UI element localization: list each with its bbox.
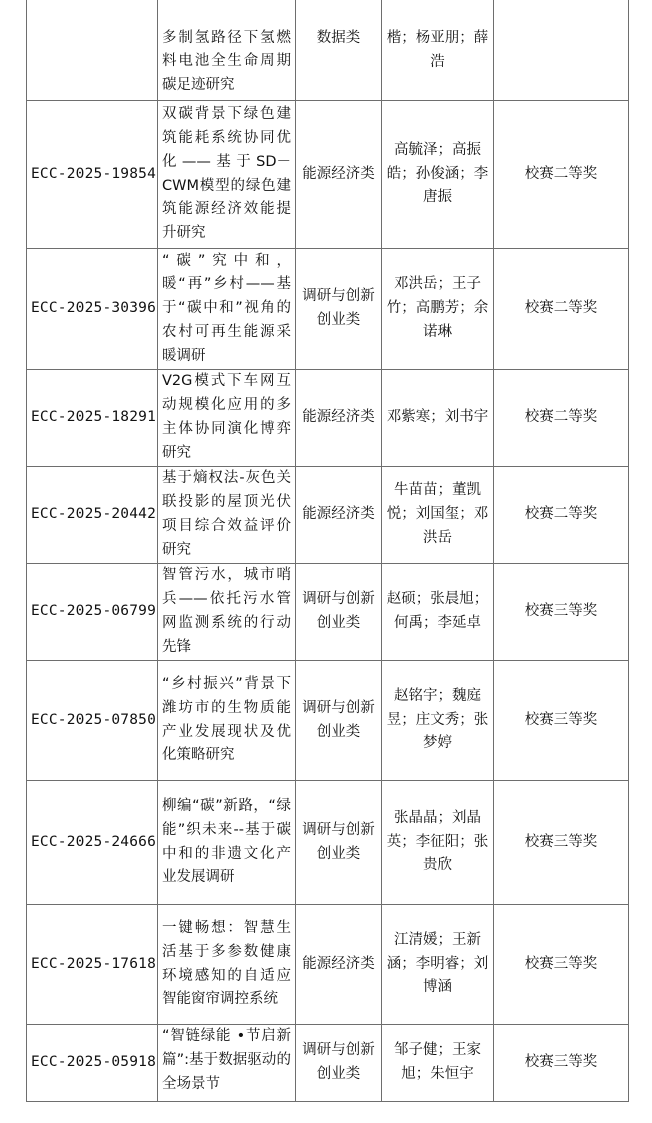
award-cell: 校赛二等奖 — [494, 370, 629, 467]
category-cell: 数据类 — [296, 0, 382, 101]
project-title-cell: “智链绿能 •节启新篇”:基于数据驱动的全场景节 — [158, 1025, 296, 1102]
table-row — [27, 781, 629, 905]
project-title-cell: “碳”究中和，暖“再”乡村——基于“碳中和”视角的农村可再生能源采暖调研 — [158, 249, 296, 370]
category-cell: 能源经济类 — [296, 370, 382, 467]
project-title-cell: 柳编“碳”新路，“绿能”织未来--基于碳中和的非遗文化产业发展调研 — [158, 781, 296, 905]
project-id-cell — [27, 0, 158, 101]
authors-cell: 张晶晶；刘晶英；李征阳；张贵欣 — [382, 781, 494, 905]
award-cell: 校赛三等奖 — [494, 564, 629, 661]
project-id-cell: ECC-2025-30396 — [27, 249, 158, 370]
table-row — [27, 0, 629, 101]
project-id-cell: ECC-2025-20442 — [27, 467, 158, 564]
project-id-cell: ECC-2025-19854 — [27, 101, 158, 249]
category-cell: 调研与创新创业类 — [296, 781, 382, 905]
authors-cell: 牛苗苗；董凯悦；刘国玺；邓洪岳 — [382, 467, 494, 564]
authors-cell: 邓洪岳；王子竹；高鹏芳；余诺琳 — [382, 249, 494, 370]
award-cell: 校赛二等奖 — [494, 101, 629, 249]
table-row — [27, 467, 629, 564]
authors-cell: 邓紫寒；刘书宇 — [382, 370, 494, 467]
table-row — [27, 101, 629, 249]
award-cell: 校赛三等奖 — [494, 661, 629, 781]
table-row — [27, 370, 629, 467]
project-title-cell: 基于熵权法-灰色关联投影的屋顶光伏项目综合效益评价研究 — [158, 467, 296, 564]
table-row — [27, 1025, 629, 1102]
project-title-cell: V2G模式下车网互动规模化应用的多主体协同演化博弈研究 — [158, 370, 296, 467]
project-id-cell: ECC-2025-18291 — [27, 370, 158, 467]
category-cell: 调研与创新创业类 — [296, 564, 382, 661]
award-cell: 校赛三等奖 — [494, 905, 629, 1025]
project-id-cell: ECC-2025-17618 — [27, 905, 158, 1025]
award-cell: 校赛三等奖 — [494, 781, 629, 905]
project-id-cell: ECC-2025-06799 — [27, 564, 158, 661]
award-cell: 校赛二等奖 — [494, 467, 629, 564]
category-cell: 调研与创新创业类 — [296, 1025, 382, 1102]
project-title-cell: 双碳背景下绿色建筑能耗系统协同优化——基于SD－CWM模型的绿色建筑能源经济效能提升研究 — [158, 101, 296, 249]
category-cell: 能源经济类 — [296, 101, 382, 249]
table-row — [27, 564, 629, 661]
project-title-cell: “乡村振兴”背景下潍坊市的生物质能产业发展现状及优化策略研究 — [158, 661, 296, 781]
category-cell: 能源经济类 — [296, 467, 382, 564]
project-id-cell: ECC-2025-07850 — [27, 661, 158, 781]
authors-cell: 赵铭宇；魏庭昱；庄文秀；张梦婷 — [382, 661, 494, 781]
authors-cell: 楷；杨亚朋；薛浩 — [382, 0, 494, 101]
table-row — [27, 249, 629, 370]
project-title-cell: 多制氢路径下氢燃料电池全生命周期碳足迹研究 — [158, 0, 296, 101]
category-cell: 能源经济类 — [296, 905, 382, 1025]
project-title-cell: 智管污水，城市哨兵——依托污水管网监测系统的行动先锋 — [158, 564, 296, 661]
table-row — [27, 905, 629, 1025]
project-title-cell: 一键畅想：智慧生活基于多参数健康环境感知的自适应智能窗帘调控系统 — [158, 905, 296, 1025]
category-cell: 调研与创新创业类 — [296, 661, 382, 781]
authors-cell: 赵硕；张晨旭；何禹；李延卓 — [382, 564, 494, 661]
category-cell: 调研与创新创业类 — [296, 249, 382, 370]
table-row — [27, 661, 629, 781]
award-cell: 校赛三等奖 — [494, 1025, 629, 1102]
award-cell — [494, 0, 629, 101]
authors-cell: 江清媛；王新涵；李明睿；刘博涵 — [382, 905, 494, 1025]
award-cell: 校赛二等奖 — [494, 249, 629, 370]
project-id-cell: ECC-2025-05918 — [27, 1025, 158, 1102]
awards-table — [26, 0, 629, 1102]
authors-cell: 高毓泽；高振皓；孙俊涵；李唐振 — [382, 101, 494, 249]
authors-cell: 邹子健；王家旭；朱恒宇 — [382, 1025, 494, 1102]
project-id-cell: ECC-2025-24666 — [27, 781, 158, 905]
